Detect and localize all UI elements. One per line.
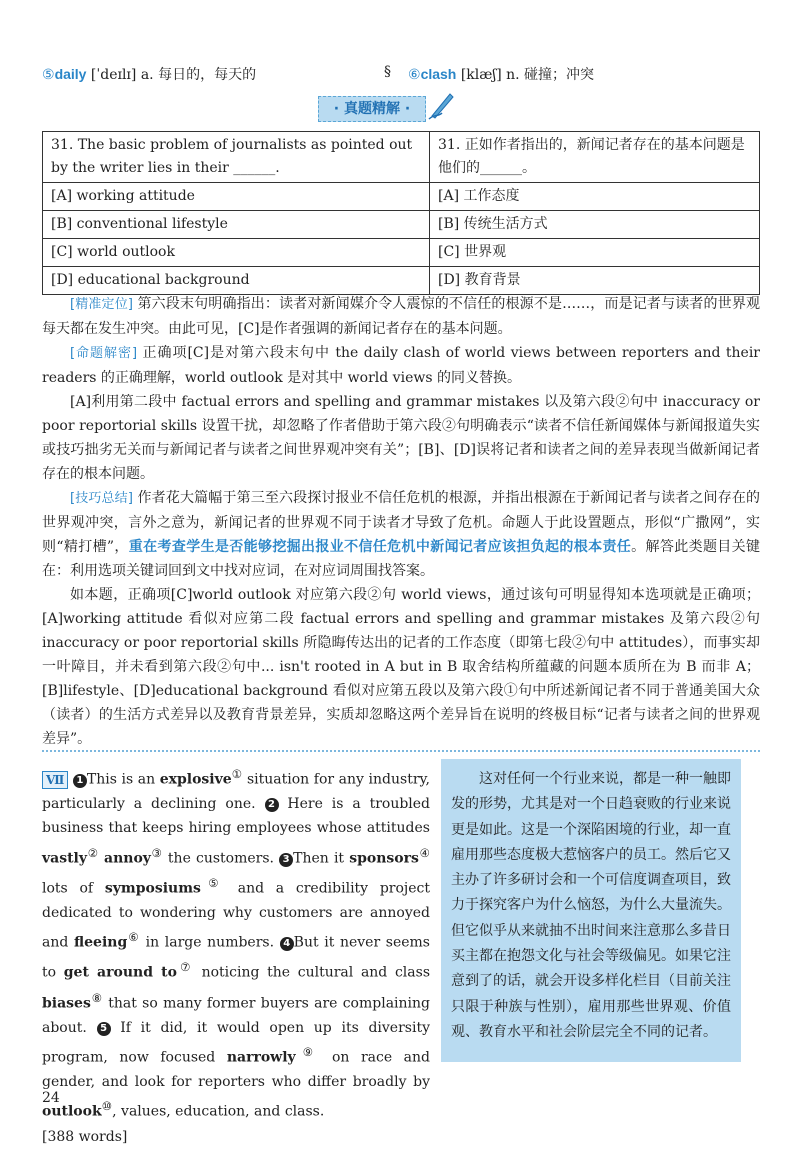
- analysis-decode: [命题解密] 正确项[C]是对第六段末句中 the daily clash of world views between reporters and their readers 的正确理解，world outlook 是对其中 world views 的同义替换。: [42, 345, 760, 386]
- vocab-phonetic: [klæʃ]: [460, 67, 502, 83]
- analysis-distractors: [A]利用第二段中 factual errors and spelling and grammar mistakes 以及第六段②句中 inaccuracy or poor reportorial skills 设置干扰，却忽略了作者借助于第六段②句明确表示“读者不信任新闻媒体与新闻报道失实或技巧拙劣无关而与新闻记者与读者之间世界观冲突有关”；[B]、[D]误将记者和读者之间的差异表现当做新闻记者存在的根本问题。: [42, 394, 760, 482]
- tag-label: [命题解密]: [70, 346, 138, 361]
- option-en: [C] world outlook: [43, 239, 430, 267]
- word-count: [388 words]: [42, 1128, 128, 1145]
- sentence-number: 5: [97, 1022, 111, 1036]
- option-en: [B] conventional lifestyle: [43, 211, 430, 239]
- vocab-highlight: sponsors: [349, 850, 419, 867]
- table-row: [43, 211, 760, 239]
- option-cn: [B] 传统生活方式: [430, 211, 760, 239]
- divider: [42, 750, 760, 752]
- sentence-number: 3: [279, 853, 293, 867]
- vocab-number: ⑤: [42, 67, 55, 83]
- table-row: [43, 132, 760, 183]
- table-row: [43, 183, 760, 211]
- sentence-number: 4: [280, 937, 294, 951]
- vocab-highlight: vastly: [42, 850, 88, 867]
- vocab-highlight: biases: [42, 995, 91, 1012]
- question-stem-cn: 31. 正如作者指出的，新闻记者存在的基本问题是他们的______。: [430, 132, 760, 183]
- vocab-highlight: narrowly: [226, 1049, 296, 1066]
- option-cn: [A] 工作态度: [430, 183, 760, 211]
- option-cn: [C] 世界观: [430, 239, 760, 267]
- vocab-highlight: outlook: [42, 1104, 102, 1121]
- analysis-block: [42, 292, 760, 751]
- highlight-text: 重在考查学生是否能够挖掘出报业不信任危机中新闻记者应该担负起的根本责任: [128, 539, 632, 555]
- analysis-skill: [技巧总结] 作者花大篇幅于第三至六段探讨报业不信任危机的根源，并指出根源在于新闻记者与读者之间存在的世界观冲突，言外之意为，新闻记者的世界观不同于读者才导致了危机。命题人于此设置题点，形似“广撒网”，实则“精打槽”，重在考查学生是否能够挖掘出报业不信任危机中新闻记者应该担负起的根本责任。解答此类题目关键在：利用选项关键词回到文中找对应词，在对应词周围找答案。: [42, 490, 760, 579]
- vocab-mark: §: [384, 64, 391, 80]
- question-table: [42, 131, 760, 295]
- tag-label: [精准定位]: [70, 297, 133, 312]
- section-title: · 真题精解 ·: [318, 96, 426, 122]
- option-en: [A] working attitude: [43, 183, 430, 211]
- vocab-highlight: explosive: [159, 771, 232, 788]
- vocab-word: clash: [420, 66, 457, 82]
- tag-label: [技巧总结]: [70, 491, 133, 506]
- vocab-definition: n. 碰撞；冲突: [506, 67, 595, 83]
- vocab-highlight: get around to: [63, 965, 177, 982]
- section-number: Ⅶ: [42, 771, 68, 789]
- vocab-phonetic: [ˈdeɪlɪ]: [90, 67, 137, 83]
- vocab-highlight: fleeing: [73, 935, 128, 952]
- sentence-number: 1: [73, 774, 87, 788]
- page-number: 24: [42, 1090, 60, 1106]
- analysis-example: 如本题，正确项[C]world outlook 对应第六段②句 world views，通过该句可明显得知本选项就是正确项；[A]working attitude 看似对应第二段 factual errors and spelling and grammar mistakes 及第六段②句 inaccuracy or poor reportorial skills 所隐晦传达出的记者的工作态度（即第七段②句中 attitudes），而事实却一叶障目，并未看到第六段②句中... isn't rooted in A but in B 取舍结构所蕴藏的问题本质所在为 B 而非 A；[B]lifestyle、[D]educational background 看似对应第五段以及第六段①句中所述新闻记者不同于普通美国大众（读者）的生活方式差异以及教育背景差异，实质却忽略这两个差异旨在说明的终极目标“记者与读者之间的世界观差异”。: [42, 587, 760, 747]
- vocab-definition: a. 每日的，每天的: [140, 67, 257, 83]
- option-en: [D] educational background: [43, 267, 430, 295]
- analysis-locate: [精准定位] 第六段末句明确指出：读者对新闻媒介令人震惊的不信任的根源不是……，而是记者与读者的世界观每天都在发生冲突。由此可见，[C]是作者强调的新闻记者存在的基本问题。: [42, 296, 760, 337]
- vocab-item-clash: [408, 64, 594, 84]
- sentence-number: 2: [265, 798, 279, 812]
- option-cn: [D] 教育背景: [430, 267, 760, 295]
- vocab-item-daily: [42, 64, 256, 84]
- vocab-number: ⑥: [408, 67, 421, 83]
- table-row: [43, 267, 760, 295]
- vocab-highlight: annoy: [104, 850, 151, 867]
- question-stem-en: 31. The basic problem of journalists as pointed out by the writer lies in their ______.: [43, 132, 430, 183]
- translation-box: [441, 759, 741, 1062]
- pen-icon: [426, 90, 456, 120]
- vocab-highlight: symposiums: [104, 880, 201, 897]
- vocab-word: daily: [54, 66, 87, 82]
- passage-english: Ⅶ 1 This is an explosive① situation for any industry, particularly a declining one. 2 Here is a troubled business that keeps hiring employees whose attitudes vastly② annoy③ the customers. 3 Then it sponsors④ lots of symposiums⑤ and a credibility project dedicated to wondering why customers are annoyed and fleeing⑥ in large numbers. 4 But it never seems to get around to⑦ noticing the cultural and class biases⑧ that so many former buyers are complaining about. 5 If it did, it would open up its diversity program, now focused narrowly⑨ on race and gender, and look for reporters who differ broadly by outlook⑩, values, education, and class. [388 words]: [42, 767, 431, 1145]
- table-row: [43, 239, 760, 267]
- translation-text: 这对任何一个行业来说，都是一种一触即发的形势，尤其是对一个日趋衰败的行业来说更是如此。这是一个深陷困境的行业，却一直雇用那些态度极大惹恼客户的员工。然后它又主办了许多研讨会和一个可信度调查项目，致力于探究客户为什么恼怒，为什么大量流失。但它似乎从来就抽不出时间来注意那么多昔日买主都在抱怨文化与社会等级偏见。如果它注意到了的话，就会开设多样化栏目（目前关注只限于种族与性别），雇用那些世界观、价值观、教育水平和社会阶层完全不同的记者。: [451, 771, 731, 1040]
